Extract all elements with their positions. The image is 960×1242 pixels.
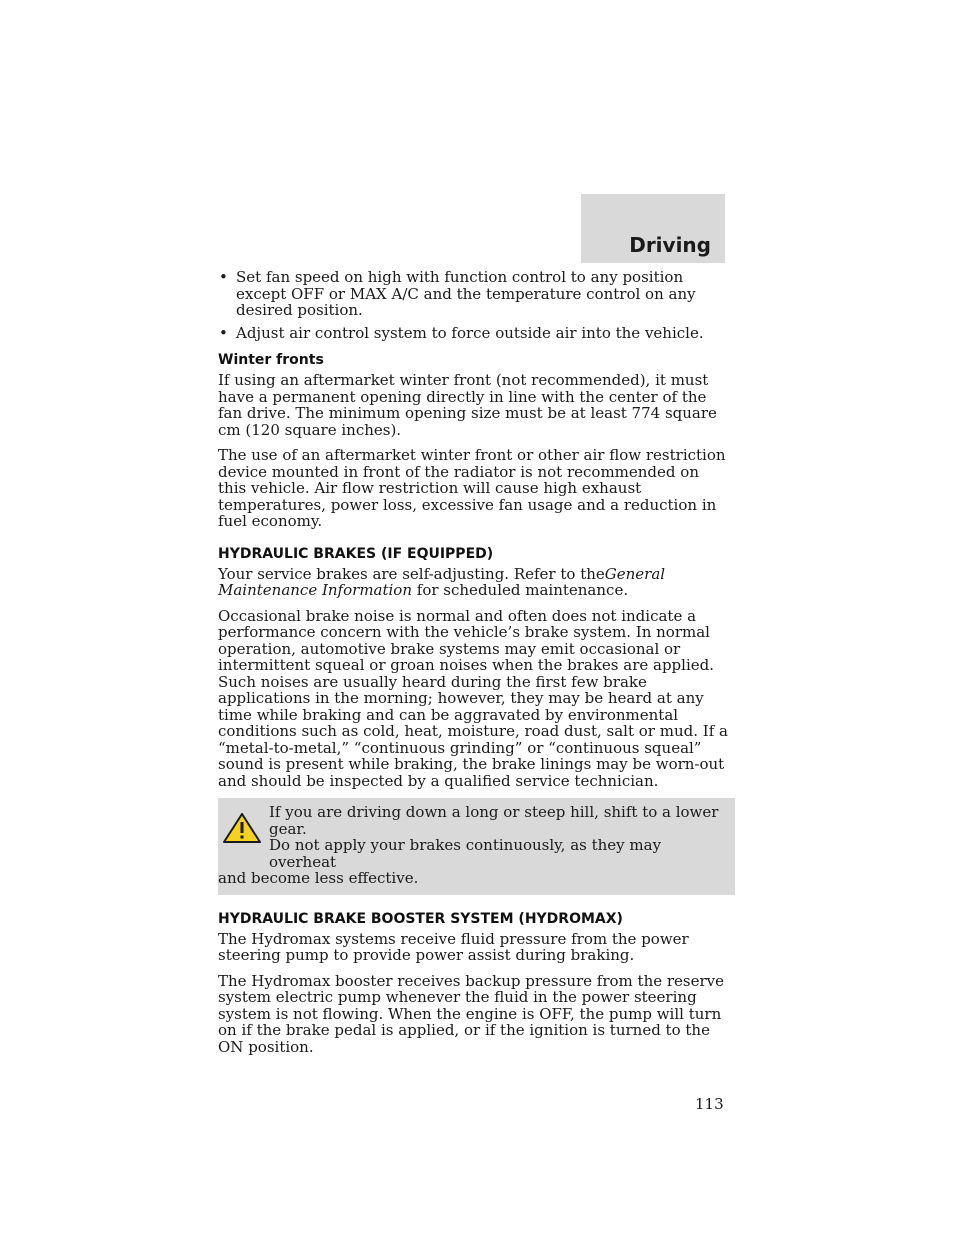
paragraph: If using an aftermarket winter front (not recommended), it must have a permanent opening directly in line with the center of the fan drive. The minimum opening size must be at least 774 square cm (120 square inches). — [218, 371, 717, 439]
bullet-item — [218, 269, 730, 319]
bullet-item — [218, 325, 730, 342]
paragraph — [218, 566, 730, 599]
bullet-text: Set fan speed on high with function control to any position except OFF or MAX A/C and the temperature control on any desired position. — [236, 268, 696, 319]
paragraph: The use of an aftermarket winter front or other air flow restriction device mounted in front of the radiator is not recommended on this vehicle. Air flow restriction will cause high exhaust temperatures, power loss, excessive fan usage and a reduction in fuel economy. — [218, 446, 726, 530]
paragraph-text: for scheduled maintenance. — [416, 581, 629, 599]
manual-reference: General Maintenance Information — [218, 564, 666, 599]
bullet-dot: • — [219, 323, 228, 342]
bullet-dot: • — [219, 268, 228, 286]
warning-triangle-icon — [222, 812, 262, 844]
section-tab — [581, 194, 725, 263]
page-content — [218, 269, 730, 1064]
paragraph-text: Your service brakes are self-adjusting. Refer to the — [218, 564, 605, 583]
heading-hydromax: HYDRAULIC BRAKE BOOSTER SYSTEM (HYDROMAX) — [218, 910, 623, 927]
heading-hydraulic-brakes: HYDRAULIC BRAKES (IF EQUIPPED) — [218, 545, 494, 562]
section-title: Driving — [629, 233, 711, 257]
paragraph: The Hydromax systems receive fluid pressure from the power steering pump to provide power assist during braking. — [218, 929, 689, 964]
paragraph: The Hydromax booster receives backup pressure from the reserve system electric pump whenever the fluid in the power steering system is not flowing. When the engine is OFF, the pump will turn on if the brake pedal is applied, or if the ignition is turned to the ON position. — [218, 971, 725, 1056]
warning-text: and become less effective. — [218, 869, 419, 887]
page-number: 113 — [695, 1095, 724, 1113]
warning-box — [218, 798, 735, 895]
bullet-text: Adjust air control system to force outside air into the vehicle. — [236, 323, 704, 342]
paragraph: Occasional brake noise is normal and often does not indicate a performance concern with the vehicle’s brake system. In normal operation, automotive brake systems may emit occasional or intermittent squeal or groan noises when the brakes are applied. Such noises are usually heard during the first few brake applications in the morning; however, they may be heard at any time while braking and can be aggravated by environmental conditions such as cold, heat, moisture, road dust, salt or mud. If a “metal-to-metal,” “continuous grinding” or “continuous squeal” sound is present while braking, the brake linings may be worn-out and should be inspected by a qualified service technician. — [218, 606, 728, 790]
warning-text: If you are driving down a long or steep hill, shift to a lower gear. — [269, 803, 719, 838]
heading-winter-fronts: Winter fronts — [218, 352, 324, 368]
warning-text: Do not apply your brakes continuously, as they may overheat — [269, 836, 662, 871]
